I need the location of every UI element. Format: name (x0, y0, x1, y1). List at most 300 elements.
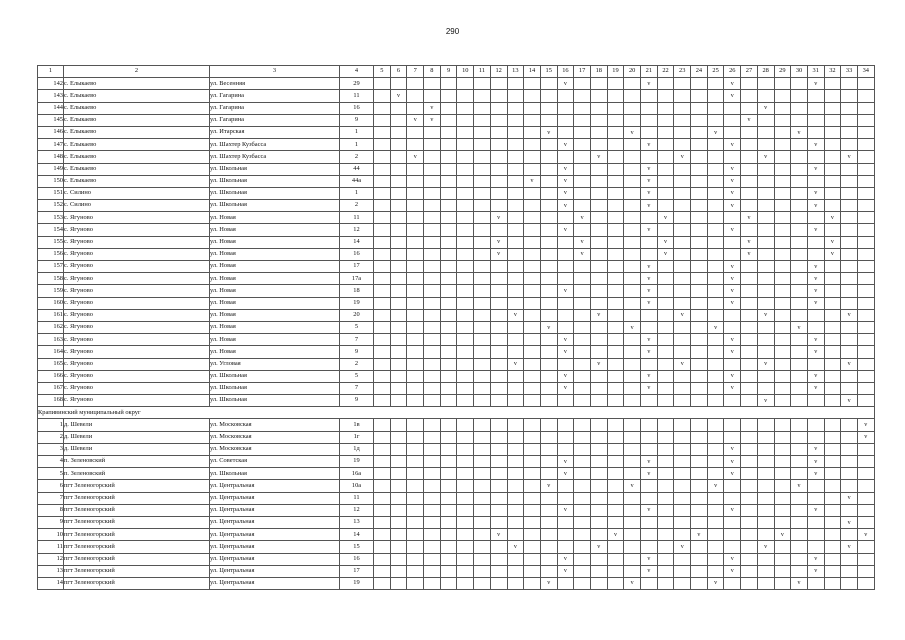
schedule-cell-11 (474, 419, 491, 431)
schedule-cell-5 (374, 504, 391, 516)
schedule-cell-31 (807, 419, 824, 431)
schedule-cell-23 (674, 529, 691, 541)
check-mark: v (641, 468, 658, 480)
schedule-cell-23 (674, 139, 691, 151)
schedule-cell-9 (440, 321, 457, 333)
schedule-cell-18 (590, 139, 607, 151)
schedule-cell-29 (774, 187, 791, 199)
schedule-cell-8 (424, 456, 441, 468)
schedule-cell-14 (524, 102, 541, 114)
schedule-cell-28 (757, 248, 774, 260)
table-row (38, 443, 875, 455)
schedule-cell-6 (390, 431, 407, 443)
schedule-cell-17 (574, 529, 591, 541)
schedule-cell-22 (657, 273, 674, 285)
schedule-cell-11 (474, 261, 491, 273)
check-mark: v (641, 370, 658, 382)
schedule-cell-12 (490, 358, 507, 370)
locality-cell: с. Ягуново (64, 224, 210, 236)
schedule-cell-5 (374, 358, 391, 370)
schedule-cell-7 (407, 297, 424, 309)
schedule-cell-21 (641, 236, 658, 248)
schedule-cell-24 (691, 419, 708, 431)
locality-cell: пгт Зеленогорский (64, 553, 210, 565)
schedule-cell-24 (691, 151, 708, 163)
schedule-cell-24 (691, 541, 708, 553)
house-number-cell: 20 (340, 309, 374, 321)
street-cell: ул. Новая (210, 261, 340, 273)
schedule-cell-13 (507, 212, 524, 224)
schedule-cell-18 (590, 456, 607, 468)
schedule-cell-15 (540, 212, 557, 224)
schedule-cell-33 (841, 565, 858, 577)
schedule-cell-32 (824, 395, 841, 407)
schedule-cell-31 (807, 358, 824, 370)
schedule-cell-21 (641, 212, 658, 224)
schedule-cell-28 (757, 200, 774, 212)
schedule-cell-27 (741, 261, 758, 273)
schedule-cell-28 (757, 321, 774, 333)
schedule-cell-15 (540, 114, 557, 126)
schedule-cell-10 (457, 114, 474, 126)
schedule-cell-30 (791, 431, 808, 443)
table-body (38, 78, 875, 590)
check-mark: v (557, 200, 574, 212)
schedule-cell-25 (707, 468, 724, 480)
check-mark: v (574, 236, 591, 248)
schedule-cell-5 (374, 236, 391, 248)
schedule-cell-9 (440, 200, 457, 212)
schedule-cell-11 (474, 480, 491, 492)
schedule-cell-30 (791, 382, 808, 394)
schedule-cell-25 (707, 504, 724, 516)
check-mark: v (724, 273, 741, 285)
row-number: 160 (38, 297, 64, 309)
schedule-cell-28 (757, 285, 774, 297)
schedule-cell-18 (590, 346, 607, 358)
schedule-cell-11 (474, 285, 491, 297)
house-number-cell: 11 (340, 212, 374, 224)
schedule-cell-7 (407, 419, 424, 431)
table-row (38, 102, 875, 114)
schedule-cell-31 (807, 126, 824, 138)
check-mark: v (607, 529, 624, 541)
schedule-cell-6 (390, 480, 407, 492)
check-mark: v (641, 285, 658, 297)
schedule-cell-13 (507, 480, 524, 492)
house-number-cell: 17 (340, 261, 374, 273)
locality-cell: п. Зеленовский (64, 468, 210, 480)
schedule-cell-34 (857, 346, 874, 358)
schedule-cell-28 (757, 126, 774, 138)
schedule-cell-33 (841, 456, 858, 468)
schedule-cell-27 (741, 285, 758, 297)
schedule-cell-13 (507, 529, 524, 541)
locality-cell: с. Ягуново (64, 297, 210, 309)
schedule-cell-24 (691, 78, 708, 90)
schedule-cell-17 (574, 334, 591, 346)
schedule-cell-30 (791, 419, 808, 431)
schedule-cell-12 (490, 90, 507, 102)
schedule-cell-15 (540, 175, 557, 187)
schedule-cell-11 (474, 200, 491, 212)
schedule-cell-17 (574, 273, 591, 285)
schedule-cell-19 (607, 346, 624, 358)
schedule-cell-15 (540, 139, 557, 151)
schedule-cell-6 (390, 516, 407, 528)
schedule-cell-31 (807, 431, 824, 443)
schedule-cell-19 (607, 370, 624, 382)
schedule-cell-19 (607, 151, 624, 163)
schedule-cell-34 (857, 541, 874, 553)
house-number-cell: 17 (340, 565, 374, 577)
schedule-cell-25 (707, 516, 724, 528)
schedule-cell-22 (657, 151, 674, 163)
schedule-cell-11 (474, 273, 491, 285)
check-mark: v (691, 529, 708, 541)
schedule-cell-17 (574, 175, 591, 187)
schedule-cell-32 (824, 309, 841, 321)
locality-cell: пгт Зеленогорский (64, 516, 210, 528)
check-mark: v (590, 151, 607, 163)
schedule-cell-9 (440, 346, 457, 358)
check-mark: v (724, 224, 741, 236)
schedule-cell-15 (540, 529, 557, 541)
schedule-cell-16 (557, 114, 574, 126)
schedule-cell-20 (624, 261, 641, 273)
check-mark: v (757, 309, 774, 321)
schedule-cell-24 (691, 90, 708, 102)
check-mark: v (490, 529, 507, 541)
schedule-cell-34 (857, 78, 874, 90)
column-header-7: 7 (407, 66, 424, 78)
schedule-cell-17 (574, 102, 591, 114)
row-number: 151 (38, 187, 64, 199)
schedule-cell-26 (724, 516, 741, 528)
schedule-cell-29 (774, 553, 791, 565)
section-title: Крапивинский муниципальный округ (38, 407, 875, 419)
schedule-cell-33 (841, 90, 858, 102)
schedule-cell-28 (757, 382, 774, 394)
schedule-cell-17 (574, 261, 591, 273)
check-mark: v (741, 236, 758, 248)
house-number-cell: 11 (340, 90, 374, 102)
schedule-cell-13 (507, 90, 524, 102)
schedule-cell-8 (424, 200, 441, 212)
schedule-cell-20 (624, 139, 641, 151)
schedule-cell-29 (774, 456, 791, 468)
schedule-cell-33 (841, 114, 858, 126)
schedule-cell-25 (707, 443, 724, 455)
schedule-cell-7 (407, 261, 424, 273)
schedule-cell-15 (540, 261, 557, 273)
schedule-cell-34 (857, 285, 874, 297)
schedule-cell-27 (741, 577, 758, 589)
check-mark: v (540, 577, 557, 589)
row-number: 2 (38, 431, 64, 443)
street-cell: ул. Новая (210, 285, 340, 297)
column-header-6: 6 (390, 66, 407, 78)
schedule-cell-32 (824, 163, 841, 175)
schedule-cell-13 (507, 456, 524, 468)
schedule-cell-12 (490, 577, 507, 589)
check-mark: v (624, 126, 641, 138)
schedule-cell-25 (707, 541, 724, 553)
schedule-cell-10 (457, 370, 474, 382)
schedule-cell-33 (841, 504, 858, 516)
schedule-cell-31 (807, 212, 824, 224)
schedule-cell-31 (807, 529, 824, 541)
schedule-cell-20 (624, 187, 641, 199)
schedule-cell-29 (774, 224, 791, 236)
schedule-cell-13 (507, 187, 524, 199)
schedule-cell-24 (691, 443, 708, 455)
schedule-cell-30 (791, 187, 808, 199)
schedule-cell-5 (374, 297, 391, 309)
schedule-cell-34 (857, 200, 874, 212)
schedule-cell-21 (641, 151, 658, 163)
schedule-cell-23 (674, 395, 691, 407)
schedule-cell-27 (741, 346, 758, 358)
schedule-cell-30 (791, 285, 808, 297)
schedule-cell-6 (390, 553, 407, 565)
locality-cell: с. Елыкаево (64, 78, 210, 90)
schedule-cell-16 (557, 309, 574, 321)
schedule-cell-13 (507, 248, 524, 260)
row-number: 6 (38, 480, 64, 492)
schedule-cell-9 (440, 529, 457, 541)
column-header-29: 29 (774, 66, 791, 78)
schedule-cell-7 (407, 248, 424, 260)
schedule-cell-32 (824, 224, 841, 236)
schedule-cell-25 (707, 273, 724, 285)
schedule-cell-12 (490, 565, 507, 577)
locality-cell: пгт Зеленогорский (64, 492, 210, 504)
schedule-cell-10 (457, 78, 474, 90)
schedule-cell-10 (457, 358, 474, 370)
schedule-cell-24 (691, 175, 708, 187)
schedule-cell-19 (607, 273, 624, 285)
schedule-cell-24 (691, 504, 708, 516)
check-mark: v (724, 285, 741, 297)
schedule-cell-8 (424, 297, 441, 309)
schedule-cell-27 (741, 431, 758, 443)
schedule-cell-5 (374, 175, 391, 187)
schedule-cell-29 (774, 370, 791, 382)
row-number: 12 (38, 553, 64, 565)
schedule-cell-11 (474, 90, 491, 102)
schedule-cell-29 (774, 321, 791, 333)
schedule-cell-17 (574, 346, 591, 358)
street-cell: ул. Школьная (210, 175, 340, 187)
schedule-cell-31 (807, 541, 824, 553)
street-cell: ул. Московская (210, 443, 340, 455)
table-row (38, 163, 875, 175)
check-mark: v (807, 456, 824, 468)
schedule-cell-32 (824, 261, 841, 273)
schedule-cell-18 (590, 163, 607, 175)
column-header-28: 28 (757, 66, 774, 78)
schedule-cell-22 (657, 187, 674, 199)
check-mark: v (841, 395, 858, 407)
schedule-cell-11 (474, 139, 491, 151)
check-mark: v (724, 468, 741, 480)
section-row (38, 407, 875, 419)
schedule-cell-27 (741, 151, 758, 163)
column-header-23: 23 (674, 66, 691, 78)
schedule-cell-19 (607, 358, 624, 370)
schedule-cell-26 (724, 358, 741, 370)
schedule-cell-25 (707, 102, 724, 114)
schedule-cell-11 (474, 553, 491, 565)
schedule-cell-19 (607, 553, 624, 565)
schedule-cell-20 (624, 456, 641, 468)
schedule-cell-27 (741, 102, 758, 114)
schedule-cell-11 (474, 346, 491, 358)
table-row (38, 151, 875, 163)
schedule-cell-30 (791, 504, 808, 516)
house-number-cell: 16 (340, 102, 374, 114)
check-mark: v (641, 224, 658, 236)
schedule-cell-7 (407, 382, 424, 394)
schedule-cell-29 (774, 480, 791, 492)
schedule-cell-25 (707, 236, 724, 248)
schedule-cell-9 (440, 187, 457, 199)
schedule-cell-26 (724, 102, 741, 114)
table-row (38, 114, 875, 126)
schedule-cell-24 (691, 187, 708, 199)
check-mark: v (807, 297, 824, 309)
schedule-cell-14 (524, 321, 541, 333)
check-mark: v (724, 163, 741, 175)
street-cell: ул. Новая (210, 334, 340, 346)
schedule-cell-11 (474, 529, 491, 541)
schedule-cell-23 (674, 261, 691, 273)
schedule-cell-11 (474, 395, 491, 407)
schedule-cell-28 (757, 370, 774, 382)
schedule-cell-11 (474, 541, 491, 553)
schedule-cell-13 (507, 553, 524, 565)
schedule-cell-6 (390, 565, 407, 577)
schedule-cell-33 (841, 102, 858, 114)
schedule-cell-27 (741, 200, 758, 212)
schedule-cell-9 (440, 468, 457, 480)
schedule-cell-23 (674, 187, 691, 199)
check-mark: v (557, 382, 574, 394)
schedule-cell-7 (407, 273, 424, 285)
schedule-cell-27 (741, 139, 758, 151)
schedule-cell-22 (657, 443, 674, 455)
schedule-cell-16 (557, 431, 574, 443)
house-number-cell: 2 (340, 358, 374, 370)
check-mark: v (557, 346, 574, 358)
table-row (38, 224, 875, 236)
street-cell: ул. Новая (210, 297, 340, 309)
schedule-cell-23 (674, 200, 691, 212)
house-number-cell: 15 (340, 541, 374, 553)
locality-cell: с. Силино (64, 200, 210, 212)
schedule-cell-25 (707, 175, 724, 187)
schedule-cell-6 (390, 285, 407, 297)
schedule-cell-34 (857, 321, 874, 333)
schedule-cell-22 (657, 468, 674, 480)
schedule-cell-16 (557, 212, 574, 224)
schedule-cell-29 (774, 358, 791, 370)
schedule-cell-31 (807, 102, 824, 114)
schedule-cell-25 (707, 346, 724, 358)
locality-cell: с. Ягуново (64, 248, 210, 260)
schedule-cell-20 (624, 102, 641, 114)
schedule-cell-8 (424, 212, 441, 224)
schedule-cell-27 (741, 541, 758, 553)
schedule-cell-23 (674, 565, 691, 577)
schedule-cell-9 (440, 565, 457, 577)
schedule-cell-20 (624, 90, 641, 102)
schedule-cell-7 (407, 480, 424, 492)
schedule-cell-6 (390, 504, 407, 516)
house-number-cell: 1 (340, 139, 374, 151)
schedule-cell-19 (607, 577, 624, 589)
schedule-cell-10 (457, 90, 474, 102)
house-number-cell: 16а (340, 468, 374, 480)
schedule-cell-6 (390, 492, 407, 504)
schedule-cell-14 (524, 541, 541, 553)
house-number-cell: 2 (340, 151, 374, 163)
schedule-cell-18 (590, 565, 607, 577)
schedule-cell-6 (390, 200, 407, 212)
schedule-cell-12 (490, 492, 507, 504)
schedule-cell-13 (507, 468, 524, 480)
table-row (38, 285, 875, 297)
table-row (38, 468, 875, 480)
schedule-cell-29 (774, 577, 791, 589)
street-cell: ул. Центральная (210, 516, 340, 528)
schedule-cell-23 (674, 175, 691, 187)
schedule-cell-13 (507, 370, 524, 382)
check-mark: v (557, 456, 574, 468)
schedule-cell-23 (674, 321, 691, 333)
schedule-cell-30 (791, 370, 808, 382)
schedule-cell-25 (707, 309, 724, 321)
schedule-cell-23 (674, 90, 691, 102)
schedule-cell-29 (774, 565, 791, 577)
street-cell: ул. Московская (210, 431, 340, 443)
check-mark: v (540, 126, 557, 138)
schedule-cell-16 (557, 297, 574, 309)
schedule-cell-32 (824, 577, 841, 589)
street-cell: ул. Центральная (210, 541, 340, 553)
locality-cell: с. Ягуново (64, 395, 210, 407)
check-mark: v (641, 175, 658, 187)
check-mark: v (390, 90, 407, 102)
schedule-cell-14 (524, 346, 541, 358)
check-mark: v (707, 480, 724, 492)
row-number: 3 (38, 443, 64, 455)
schedule-cell-14 (524, 224, 541, 236)
check-mark: v (841, 541, 858, 553)
schedule-cell-22 (657, 553, 674, 565)
schedule-cell-10 (457, 468, 474, 480)
schedule-cell-8 (424, 261, 441, 273)
schedule-cell-29 (774, 200, 791, 212)
schedule-cell-27 (741, 90, 758, 102)
schedule-cell-30 (791, 114, 808, 126)
schedule-cell-21 (641, 248, 658, 260)
schedule-cell-34 (857, 224, 874, 236)
schedule-cell-24 (691, 516, 708, 528)
schedule-cell-34 (857, 248, 874, 260)
schedule-cell-32 (824, 529, 841, 541)
